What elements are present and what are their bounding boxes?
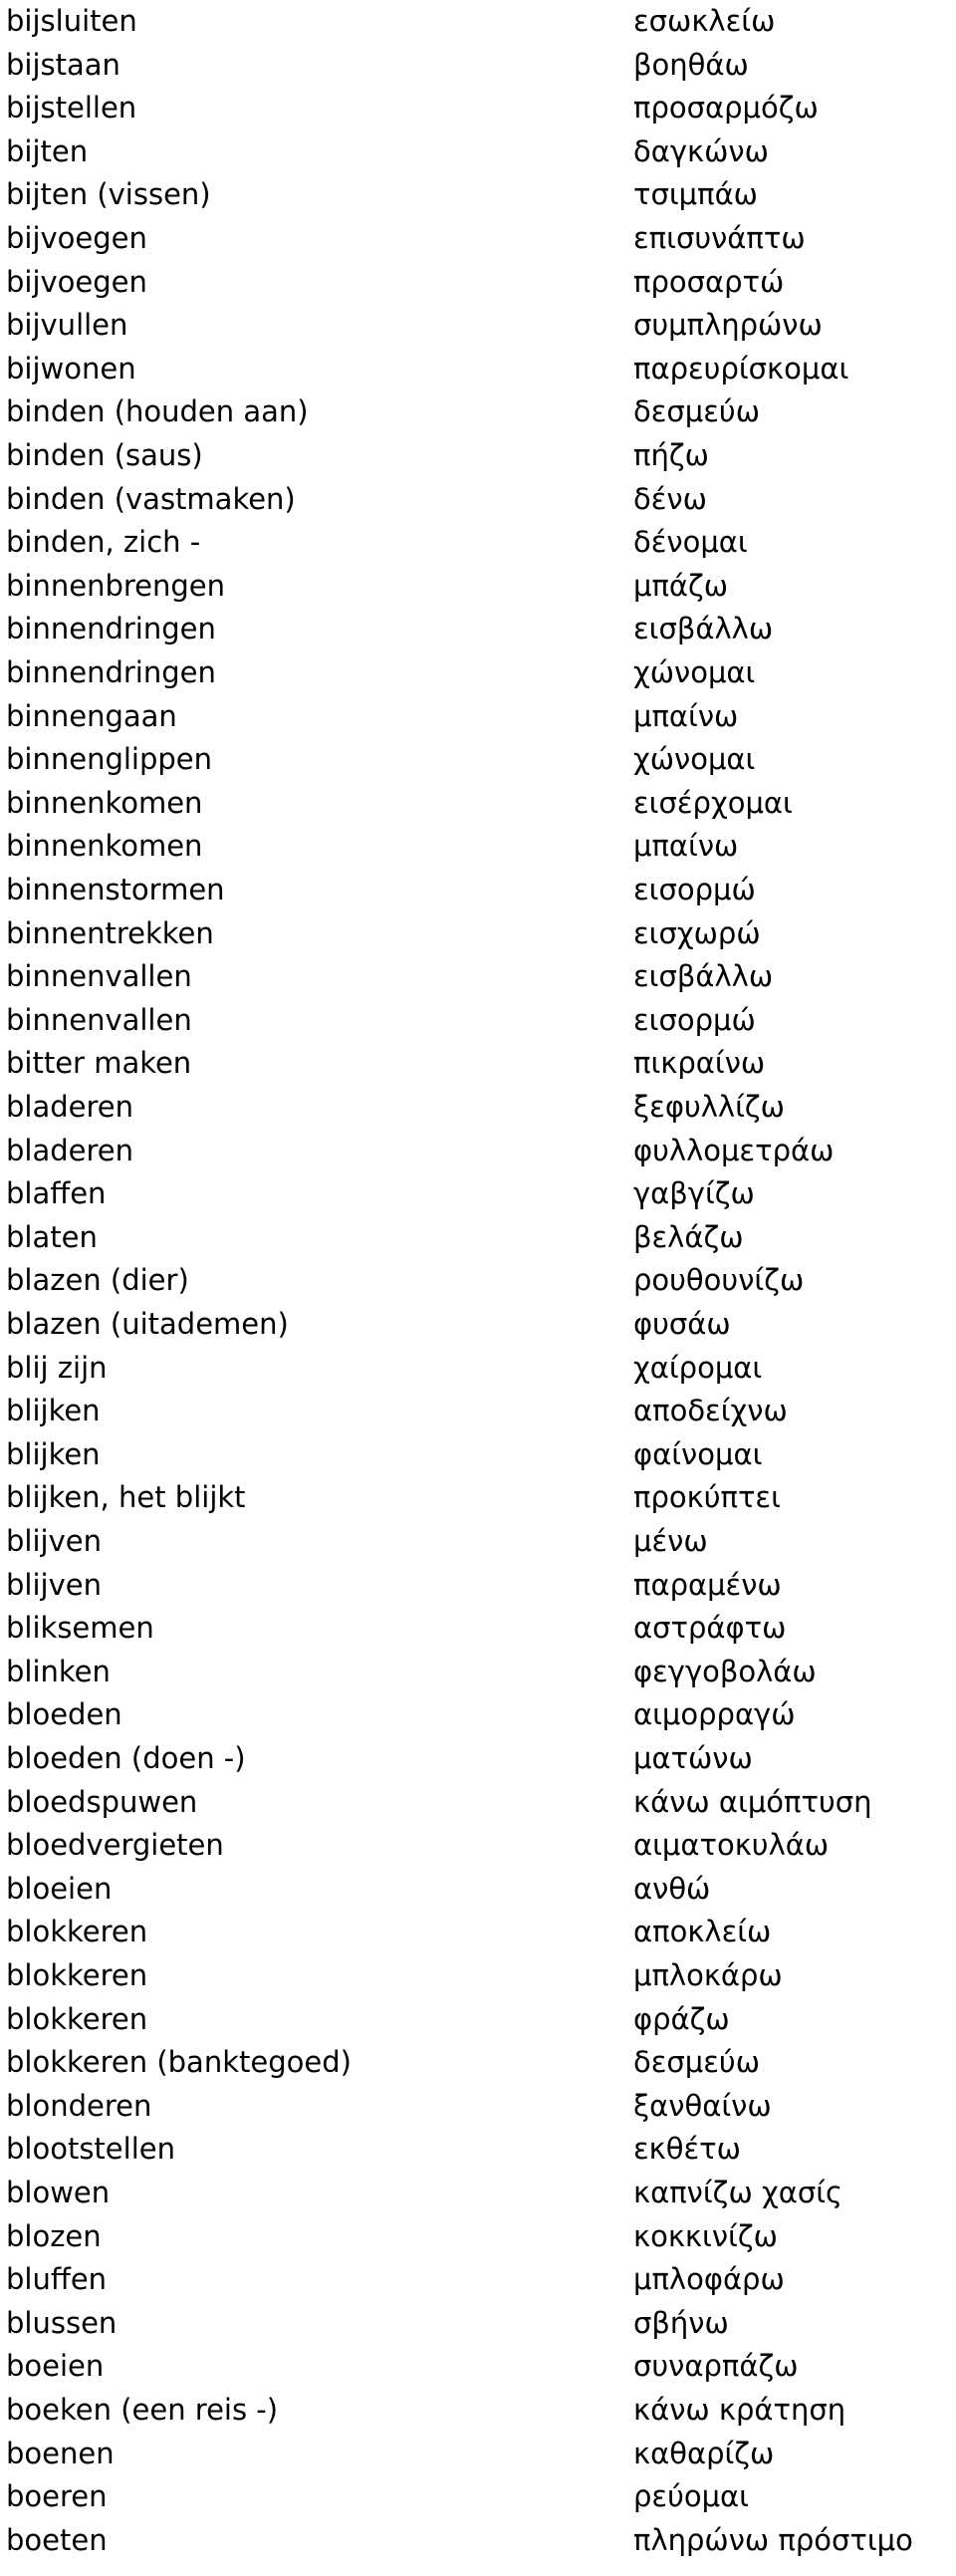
glossary-entry [0,1824,956,1868]
greek-translation: εισορμώ [633,873,756,906]
dutch-term: blonderen [6,2088,152,2123]
greek-translation: προκύπτει [633,1480,781,1515]
glossary-entry [0,521,956,565]
dutch-term: binden (saus) [6,438,203,472]
dutch-term: binnenglippen [6,742,213,777]
glossary-entry [0,1390,956,1433]
greek-translation: εισχωρώ [633,915,761,950]
dutch-term: bladeren [6,1090,133,1124]
greek-translation: συμπληρώνω [633,308,823,343]
greek-translation: καθαρίζω [633,2436,775,2470]
greek-translation: ξεφυλλίζω [633,1090,785,1124]
dutch-term: blijven [6,1567,102,1602]
greek-translation: πληρώνω πρόστιμο [633,2522,913,2557]
greek-translation: ρουθουνίζω [633,1263,805,1298]
dutch-term: binnendringen [6,612,216,646]
greek-translation: πήζω [633,438,709,472]
dutch-term: blussen [6,2305,118,2340]
glossary-entry [0,44,956,88]
greek-translation: δένω [633,481,707,516]
glossary-entry [0,1693,956,1737]
glossary-entry [0,1520,956,1564]
greek-translation: βοηθάω [633,47,749,82]
glossary-entry [0,1216,956,1260]
greek-translation: εισβάλλω [633,959,774,994]
glossary-entry [0,1130,956,1173]
glossary-entry [0,2215,956,2259]
greek-translation: επισυνάπτω [633,221,806,255]
glossary-entry [0,2475,956,2519]
greek-translation: αποδείχνω [633,1394,788,1428]
greek-translation: εσωκλείω [633,4,776,38]
dutch-term: bijten [6,133,89,168]
glossary-entry [0,173,956,217]
dutch-term: blaten [6,1219,98,1254]
glossary-entry [0,1042,956,1086]
glossary-entry [0,2389,956,2433]
glossary-entry [0,261,956,305]
glossary-entry [0,478,956,522]
glossary-entry [0,738,956,782]
dutch-term: blozen [6,2218,102,2253]
glossary-entry [0,217,956,261]
dutch-term: binnenvallen [6,959,192,994]
greek-translation: εκθέτω [633,2132,741,2167]
glossary-entry [0,434,956,478]
glossary-entry [0,1172,956,1216]
greek-translation: φαίνομαι [633,1436,763,1471]
dutch-term: binden (vastmaken) [6,481,296,516]
greek-translation: χώνομαι [633,742,756,777]
dutch-term: binnenbrengen [6,568,225,603]
dutch-term: blazen (dier) [6,1263,189,1298]
greek-translation: ματώνω [633,1741,753,1775]
dutch-term: binnenkomen [6,829,203,864]
glossary-entry [0,1651,956,1694]
glossary-entry [0,1911,956,1954]
glossary-entry [0,1303,956,1347]
greek-translation: ξανθαίνω [633,2088,772,2123]
greek-translation: ρεύομαι [633,2479,749,2514]
greek-translation: αιμορραγώ [633,1697,796,1732]
dutch-term: bijsluiten [6,4,137,38]
greek-translation: δεσμεύω [633,2045,760,2080]
greek-translation: προσαρμόζω [633,91,819,126]
dutch-term: boenen [6,2436,115,2470]
dutch-term: blokkeren [6,2001,148,2036]
dutch-term: binden (houden aan) [6,394,309,429]
glossary-entry [0,1954,956,1998]
dutch-term: bitter maken [6,1046,192,1081]
dutch-term: blootstellen [6,2132,175,2167]
dutch-term: bliksemen [6,1611,154,1646]
glossary-entry [0,999,956,1043]
dutch-term: bijvullen [6,308,128,343]
dutch-term: blokkeren [6,1915,148,1949]
dutch-term: boeken (een reis -) [6,2393,279,2427]
greek-translation: κάνω κράτηση [633,2393,846,2427]
glossary-entry [0,1781,956,1825]
glossary-entry [0,2258,956,2302]
dutch-term: blokkeren [6,1958,148,1992]
dutch-term: binnengaan [6,698,177,733]
greek-translation: βελάζω [633,1219,744,1254]
glossary-entry [0,390,956,434]
greek-translation: φεγγοβολάω [633,1654,817,1688]
dutch-term: boeren [6,2479,108,2514]
dutch-term: blijven [6,1524,102,1558]
greek-translation: χαίρομαι [633,1350,763,1385]
greek-translation: ανθώ [633,1871,711,1906]
glossary-entry [0,2519,956,2563]
greek-translation: αιματοκυλάω [633,1828,830,1863]
dutch-term: bijstellen [6,91,137,126]
glossary-entry [0,304,956,348]
dutch-term: bloedvergieten [6,1828,224,1863]
glossary-entry [0,2433,956,2476]
greek-translation: μπλοκάρω [633,1958,783,1992]
dutch-term: blaffen [6,1176,107,1211]
dutch-term: bloeien [6,1871,113,1906]
dutch-term: boeien [6,2349,105,2384]
greek-translation: παραμένω [633,1567,782,1602]
greek-translation: δένομαι [633,525,748,560]
glossary-entry [0,1086,956,1130]
glossary-entry [0,1564,956,1608]
dutch-term: bloedspuwen [6,1784,198,1819]
dutch-term: bijwonen [6,351,136,386]
greek-translation: εισέρχομαι [633,785,793,820]
glossary-entry [0,782,956,826]
dutch-term: binnenkomen [6,785,203,820]
greek-translation: φράζω [633,2001,730,2036]
glossary-entry [0,1868,956,1912]
glossary-entry [0,0,956,44]
glossary-entry [0,955,956,999]
greek-translation: μπαίνω [633,698,739,733]
dutch-term: blijken, het blijkt [6,1480,246,1515]
greek-translation: φυσάω [633,1307,731,1341]
dutch-term: binnenvallen [6,1002,192,1037]
dutch-term: blazen (uitademen) [6,1307,289,1341]
glossary-entry [0,2085,956,2129]
glossary-entry [0,869,956,912]
glossary-entry [0,695,956,739]
dutch-term: blij zijn [6,1350,108,1385]
dutch-term: bijvoegen [6,221,147,255]
greek-translation: αστράφτω [633,1611,787,1646]
glossary-entry [0,1476,956,1520]
greek-translation: συναρπάζω [633,2349,799,2384]
dutch-term: bloeden [6,1697,122,1732]
glossary-entry [0,825,956,869]
glossary-entry [0,1607,956,1651]
dutch-term: binnendringen [6,655,216,689]
dutch-term: binden, zich - [6,525,201,560]
dutch-term: blowen [6,2176,111,2209]
greek-translation: δαγκώνω [633,133,769,168]
glossary-entry [0,565,956,609]
greek-translation: χώνομαι [633,655,756,689]
glossary-entry [0,87,956,130]
glossary-entry [0,2345,956,2389]
glossary-entry [0,2172,956,2215]
glossary-entry [0,651,956,695]
greek-translation: παρευρίσκομαι [633,351,849,386]
greek-translation: εισορμώ [633,1002,756,1037]
glossary-entry [0,130,956,174]
glossary-entry [0,1347,956,1391]
glossary-entry [0,2041,956,2085]
greek-translation: αποκλείω [633,1915,772,1949]
glossary-entry [0,2302,956,2346]
glossary-entry [0,1259,956,1303]
greek-translation: γαβγίζω [633,1176,755,1211]
dutch-term: binnenstormen [6,873,225,906]
dutch-term: bijstaan [6,47,120,82]
glossary-entry [0,1433,956,1477]
greek-translation: καπνίζω χασίς [633,2176,843,2209]
glossary-entry [0,1737,956,1781]
greek-translation: μένω [633,1524,708,1558]
glossary-entry [0,1998,956,2042]
glossary-entry [0,608,956,651]
greek-translation: σβήνω [633,2305,729,2340]
dutch-term: blokkeren (banktegoed) [6,2045,352,2080]
glossary-entry [0,348,956,391]
greek-translation: κοκκινίζω [633,2218,778,2253]
dutch-term: bladeren [6,1133,133,1167]
greek-translation: φυλλομετράω [633,1133,835,1167]
dutch-term: bijvoegen [6,264,147,299]
greek-translation: τσιμπάω [633,177,758,212]
dutch-term: bijten (vissen) [6,177,211,212]
greek-translation: προσαρτώ [633,264,785,299]
greek-translation: μπάζω [633,568,729,603]
dutch-term: bloeden (doen -) [6,1741,246,1775]
greek-translation: κάνω αιμόπτυση [633,1784,872,1819]
dutch-term: blijken [6,1436,101,1471]
greek-translation: μπλοφάρω [633,2262,785,2297]
glossary-entry [0,2128,956,2172]
greek-translation: μπαίνω [633,829,739,864]
glossary-entry [0,912,956,956]
dutch-term: boeten [6,2522,108,2557]
greek-translation: εισβάλλω [633,612,774,646]
dutch-term: binnentrekken [6,915,214,950]
greek-translation: δεσμεύω [633,394,760,429]
dutch-term: blijken [6,1394,101,1428]
dutch-term: bluffen [6,2262,108,2297]
dutch-term: blinken [6,1654,111,1688]
greek-translation: πικραίνω [633,1046,766,1081]
